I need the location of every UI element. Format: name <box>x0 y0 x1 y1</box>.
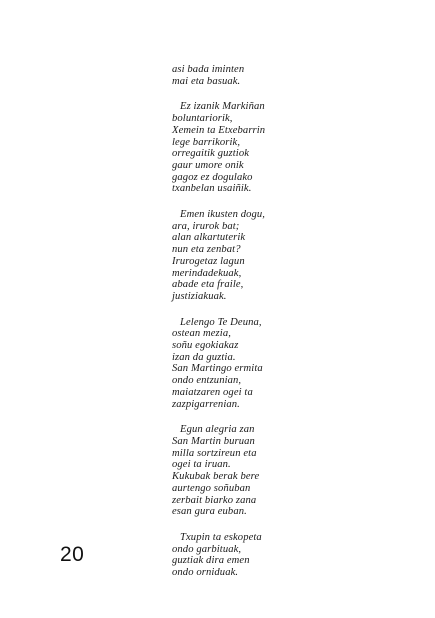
poem-line: aurtengo soñuban <box>172 482 251 494</box>
poem-line: ogei ta iruan. <box>172 459 231 471</box>
stanza-6 <box>172 532 322 579</box>
stanza-2 <box>172 101 322 195</box>
page-number: 20 <box>60 543 85 566</box>
poem-line: nun eta zenbat? <box>172 244 241 256</box>
stanza-1 <box>172 64 322 87</box>
poem-line: guztiak dira emen <box>172 555 250 567</box>
stanza-5 <box>172 424 322 518</box>
poem-line: Xemein ta Etxebarrin <box>172 124 266 136</box>
poem-line: justiziakuak. <box>172 290 227 302</box>
poem-line: ondo entzunian, <box>172 375 242 387</box>
poem-line: ondo orniduak. <box>172 567 239 579</box>
poem-line: Kukubak berak bere <box>172 471 260 483</box>
poem-line: mai eta basuak. <box>172 75 241 87</box>
poem-line: orregaitik guztiok <box>172 148 250 160</box>
poem-line: Lelengo Te Deuna, <box>180 316 262 328</box>
poem-line: Egun alegria zan <box>180 424 255 436</box>
poem-line: milla sortzireun eta <box>172 447 257 459</box>
poem-line: Emen ikusten dogu, <box>180 209 266 221</box>
poem-line: Irurogetaz lagun <box>172 255 245 267</box>
poem-line: zazpigarrenian. <box>172 398 240 410</box>
poem-line: izan da guztia. <box>172 351 236 363</box>
poem-line: gagoz ez dogulako <box>172 171 253 183</box>
poem-line: asi bada iminten <box>172 64 245 75</box>
poem-line: ondo garbituak, <box>172 543 242 555</box>
poem-line: gaur umore onik <box>172 159 244 171</box>
poem-line: ostean mezia, <box>172 328 231 340</box>
poem-line: alan alkartuterik <box>172 232 246 244</box>
poem-line: San Martin buruan <box>172 435 255 447</box>
poem-line: merindadekuak, <box>172 267 242 279</box>
poem-line: soñu egokiakaz <box>172 340 239 352</box>
poem-line: Ez izanik Markiñan <box>180 101 265 113</box>
poem-line: San Martingo ermita <box>172 363 263 375</box>
poem-line: lege barrikorik, <box>172 136 241 148</box>
stanza-3 <box>172 209 322 303</box>
poem-line: esan gura euban. <box>172 506 247 518</box>
poem-text <box>172 64 322 579</box>
poem-line: maiatzaren ogei ta <box>172 386 253 398</box>
poem-line: Txupin ta eskopeta <box>180 531 262 543</box>
stanza-4 <box>172 317 322 411</box>
poem-line: zerbait biarko zana <box>172 494 257 506</box>
poem-line: txanbelan usaiñik. <box>172 183 252 195</box>
poem-line: abade eta fraile, <box>172 279 244 291</box>
poem-line: boluntariorik, <box>172 113 233 125</box>
poem-line: ara, irurok bat; <box>172 220 240 232</box>
